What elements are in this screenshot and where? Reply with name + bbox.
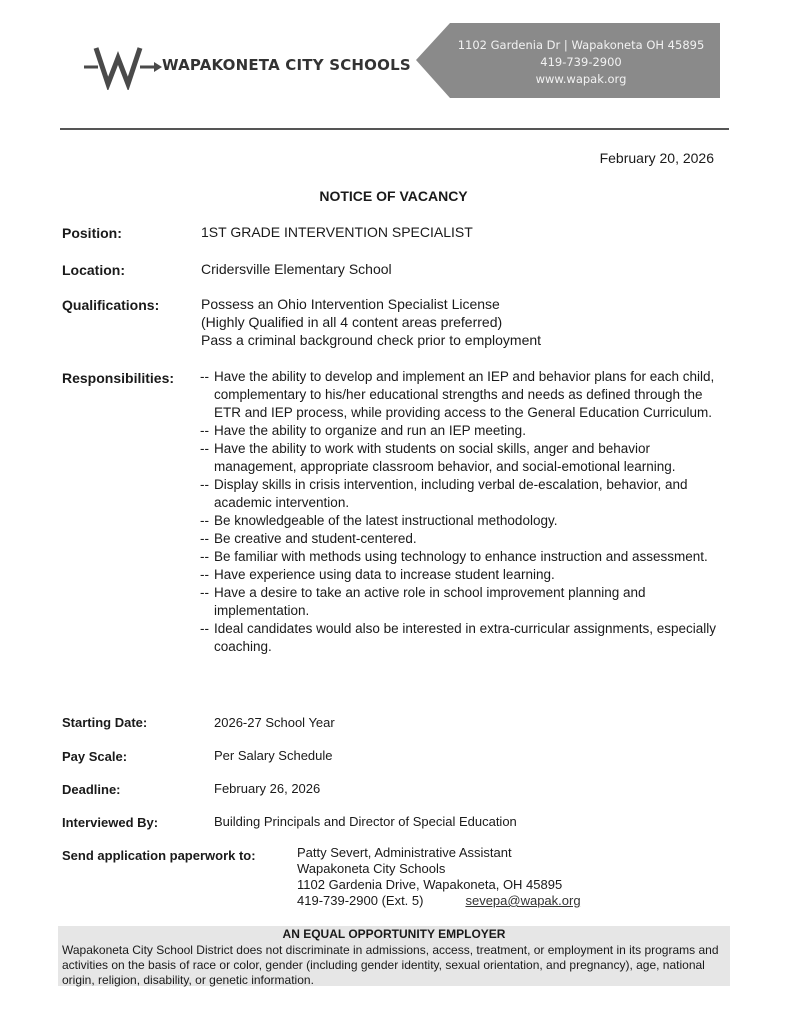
deadline-value: February 26, 2026 — [214, 781, 321, 796]
position-label: Position: — [62, 225, 122, 241]
interviewed-by-label: Interviewed By: — [62, 815, 159, 830]
position-value: 1ST GRADE INTERVENTION SPECIALIST — [201, 224, 473, 240]
contact-email-link[interactable]: sevepa@wapak.org — [465, 893, 581, 908]
list-item: -- Be creative and student-centered. — [200, 531, 417, 546]
header-divider — [60, 128, 729, 130]
list-item: -- Ideal candidates would also be interested in extra-curricular assignments, especially coaching. — [200, 621, 717, 654]
location-value: Cridersville Elementary School — [201, 261, 392, 277]
location-label: Location: — [62, 262, 125, 278]
banner-address: 1102 Gardenia Dr | Wapakoneta OH 45895 — [457, 38, 705, 52]
interviewed-by-value: Building Principals and Director of Special Education — [214, 814, 517, 829]
responsibilities-label: Responsibilities: — [62, 370, 175, 386]
qualifications-list — [201, 295, 541, 349]
list-item: -- Have the ability to work with students on social skills, anger and behavior management, appropriate classroom behavior, and social-emotional learning. — [200, 441, 676, 474]
pay-scale-label: Pay Scale: — [62, 749, 128, 764]
deadline-label: Deadline: — [62, 782, 121, 797]
w-arrow-logo-icon — [84, 42, 164, 90]
responsibilities-list — [200, 368, 720, 656]
list-item: -- Have the ability to organize and run an IEP meeting. — [200, 423, 526, 438]
starting-date-value: 2026-27 School Year — [214, 715, 335, 730]
list-item: -- Be knowledgeable of the latest instructional methodology. — [200, 513, 558, 528]
list-item: -- Have the ability to develop and implement an IEP and behavior plans for each child, complementary to his/her educational strengths and needs as defined through the ETR and IEP process, while providing access to the General Education Curriculum. — [200, 369, 715, 420]
starting-date-label: Starting Date: — [62, 715, 148, 730]
qualification-line: (Highly Qualified in all 4 content areas preferred) — [201, 314, 503, 330]
qualification-line: Possess an Ohio Intervention Specialist License — [201, 296, 500, 312]
notice-date: February 20, 2026 — [599, 150, 714, 166]
contact-org: Wapakoneta City Schools — [297, 861, 446, 876]
contact-block — [297, 845, 581, 909]
list-item: -- Display skills in crisis intervention, including verbal de-escalation, behavior, and academic intervention. — [200, 477, 688, 510]
eoe-notice — [58, 926, 730, 986]
contact-name: Patty Severt, Administrative Assistant — [297, 845, 512, 860]
list-item: -- Have experience using data to increase student learning. — [200, 567, 555, 582]
banner-website[interactable]: www.wapak.org — [535, 72, 627, 86]
notice-title: NOTICE OF VACANCY — [319, 188, 468, 204]
qualifications-label: Qualifications: — [62, 297, 160, 313]
pay-scale-value: Per Salary Schedule — [214, 748, 333, 763]
list-item: -- Have a desire to take an active role in school improvement planning and implementation. — [200, 585, 646, 618]
contact-banner — [416, 23, 720, 98]
qualification-line: Pass a criminal background check prior to employment — [201, 332, 542, 348]
banner-phone: 419-739-2900 — [540, 55, 622, 69]
org-name: WAPAKONETA CITY SCHOOLS — [162, 56, 411, 74]
contact-address: 1102 Gardenia Drive, Wapakoneta, OH 45895 — [297, 877, 563, 892]
list-item: -- Be familiar with methods using technology to enhance instruction and assessment. — [200, 549, 708, 564]
send-to-label: Send application paperwork to: — [62, 848, 256, 863]
eoe-title: AN EQUAL OPPORTUNITY EMPLOYER — [282, 927, 506, 941]
district-logo — [84, 42, 414, 90]
eoe-body: Wapakoneta City School District does not discriminate in admissions, access, treatment, or employment in its programs and activities on the basis of race or color, gender (including gender identity, sexual orientation, and pregnancy), age, national origin, religion, disability, or genetic information. — [62, 943, 719, 987]
banner-notch — [416, 23, 450, 98]
contact-phone: 419-739-2900 (Ext. 5) — [297, 893, 424, 908]
